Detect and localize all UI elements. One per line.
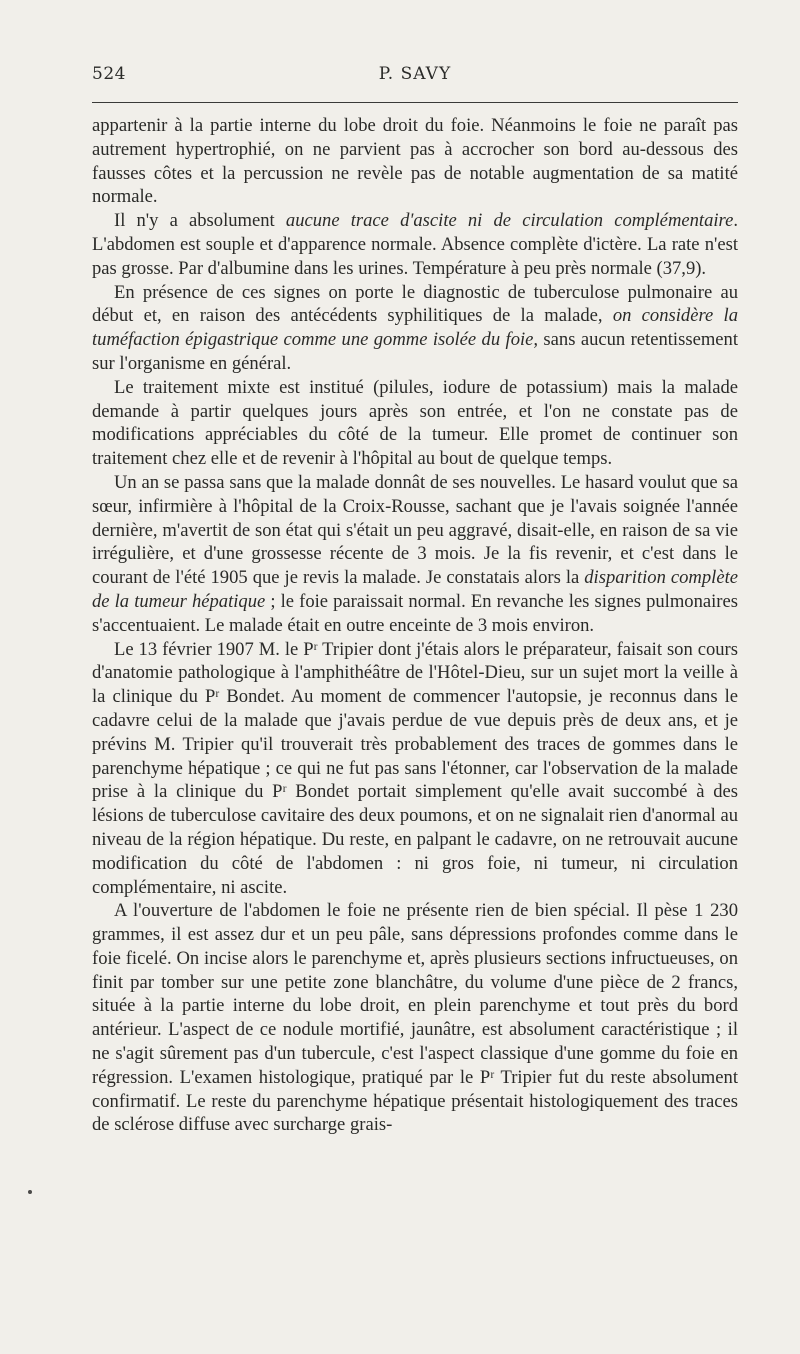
paragraph-text: Le traitement mixte est institué (pilules, iodure de potassium) mais la malade demande à partir quelques jours après son entrée, et l'on ne constate pas de modifications appréciables du côté de la tumeur. Elle promet de continuer son traitement chez elle et de revenir à l'hôpital au bout de quelque temps.	[92, 376, 738, 470]
header-rule	[92, 102, 738, 103]
paragraph	[92, 281, 738, 376]
paragraph-text: Un an se passa sans que la malade donnât de ses nouvelles. Le hasard voulut que sa sœur, infirmière à l'hôpital de la Croix-Rousse, sachant que je l'avais soignée l'année dernière, m'avertit de son état qui s'était un peu aggravé, disait-elle, en raison de sa vie irrégulière, et d'une grossesse récente de 3 mois. Je la fis revenir, et c'est dans le courant de l'été 1905 que je revis la malade. Je constatais alors la	[92, 471, 738, 589]
paragraph-text: Le 13 février 1907 M. le Pʳ Tripier dont j'étais alors le préparateur, faisait son cours d'anatomie pathologique à l'amphithéâtre de l'Hôtel-Dieu, sur un sujet mort la veille à la clinique du Pʳ Bondet. Au moment de commencer l'autopsie, je reconnus dans le cadavre celui de la malade que j'avais perdue de vue depuis près de deux ans, et je prévins M. Tripier qu'il trouverait très probablement des traces de gommes dans le parenchyme hépatique ; ce qui ne fut pas sans l'étonner, car l'observation de la malade prise à la clinique du Pʳ Bondet portait simplement qu'elle avait succombé à des lésions de tuberculose cavitaire des deux poumons, et on ne signalait rien d'anormal au niveau de la région hépatique. Du reste, en palpant le cadavre, on ne retrouvait aucune modification du côté de l'abdomen : ni gros foie, ni tumeur, ni circulation complémentaire, ni ascite.	[92, 638, 738, 898]
paragraph-text: appartenir à la partie interne du lobe droit du foie. Néanmoins le foie ne paraît pas autrement hypertrophié, on ne parvient pas à accrocher son bord au-dessous des fausses côtes et la percussion ne revèle pas de notable augmentation de sa matité normale.	[92, 115, 738, 208]
paragraph-text: En présence de ces signes on porte le diagnostic de tuberculose pulmonaire au début et, en raison des antécédents syphilitiques de la malade,	[92, 281, 738, 327]
paragraph	[92, 638, 738, 900]
margin-speck	[28, 1190, 32, 1194]
paragraph	[92, 376, 738, 471]
paragraph-text: A l'ouverture de l'abdomen le foie ne présente rien de bien spécial. Il pèse 1 230 grammes, il est assez dur et un peu pâle, sans dépressions profondes comme dans le foie ficelé. On incise alors le parenchyme et, après plusieurs sections infructueuses, on finit par tomber sur une petite zone blanchâtre, du volume d'une pièce de 2 francs, située à la partie interne du lobe droit, en plein parenchyme et tout près du bord antérieur. L'aspect de ce nodule mortifié, jaunâtre, est absolument caractéristique ; il ne s'agit sûrement pas d'un tubercule, c'est l'aspect classique d'une gomme du foie en régression. L'examen histologique, pratiqué par le Pʳ Tripier fut du reste absolument confirmatif. Le reste du parenchyme hépatique présentait histologiquement des traces de sclérose diffuse avec surcharge grais-	[92, 900, 738, 1136]
paragraph-text: ; le foie paraissait normal. En revanche les signes pulmonaires s'accentuaient. Le malade était en outre enceinte de 3 mois environ.	[92, 590, 738, 636]
paragraph-text: Il n'y a absolument	[114, 210, 286, 232]
page-number: 524	[92, 64, 126, 84]
paragraph-text: sans aucun retentissement sur l'organisme en général.	[92, 329, 738, 374]
page-header	[92, 64, 738, 88]
paragraph-text: . L'abdomen est souple et d'apparence normale. Absence complète d'ictère. La rate n'est pas grosse. Par d'albumine dans les urines. Température à peu près normale (37,9).	[92, 210, 739, 279]
body-text	[92, 114, 738, 1137]
running-head: P. SAVY	[378, 64, 452, 84]
italic-text: aucune trace d'ascite ni de circulation complémentaire	[285, 210, 734, 232]
paragraph	[92, 209, 738, 280]
paragraph	[92, 471, 738, 638]
paragraph	[92, 114, 738, 209]
italic-text: disparition complète de la tumeur hépatique	[92, 567, 738, 612]
italic-text: on considère la tuméfaction épigastrique comme une gomme isolée du foie,	[92, 305, 739, 351]
paragraph	[92, 899, 738, 1137]
